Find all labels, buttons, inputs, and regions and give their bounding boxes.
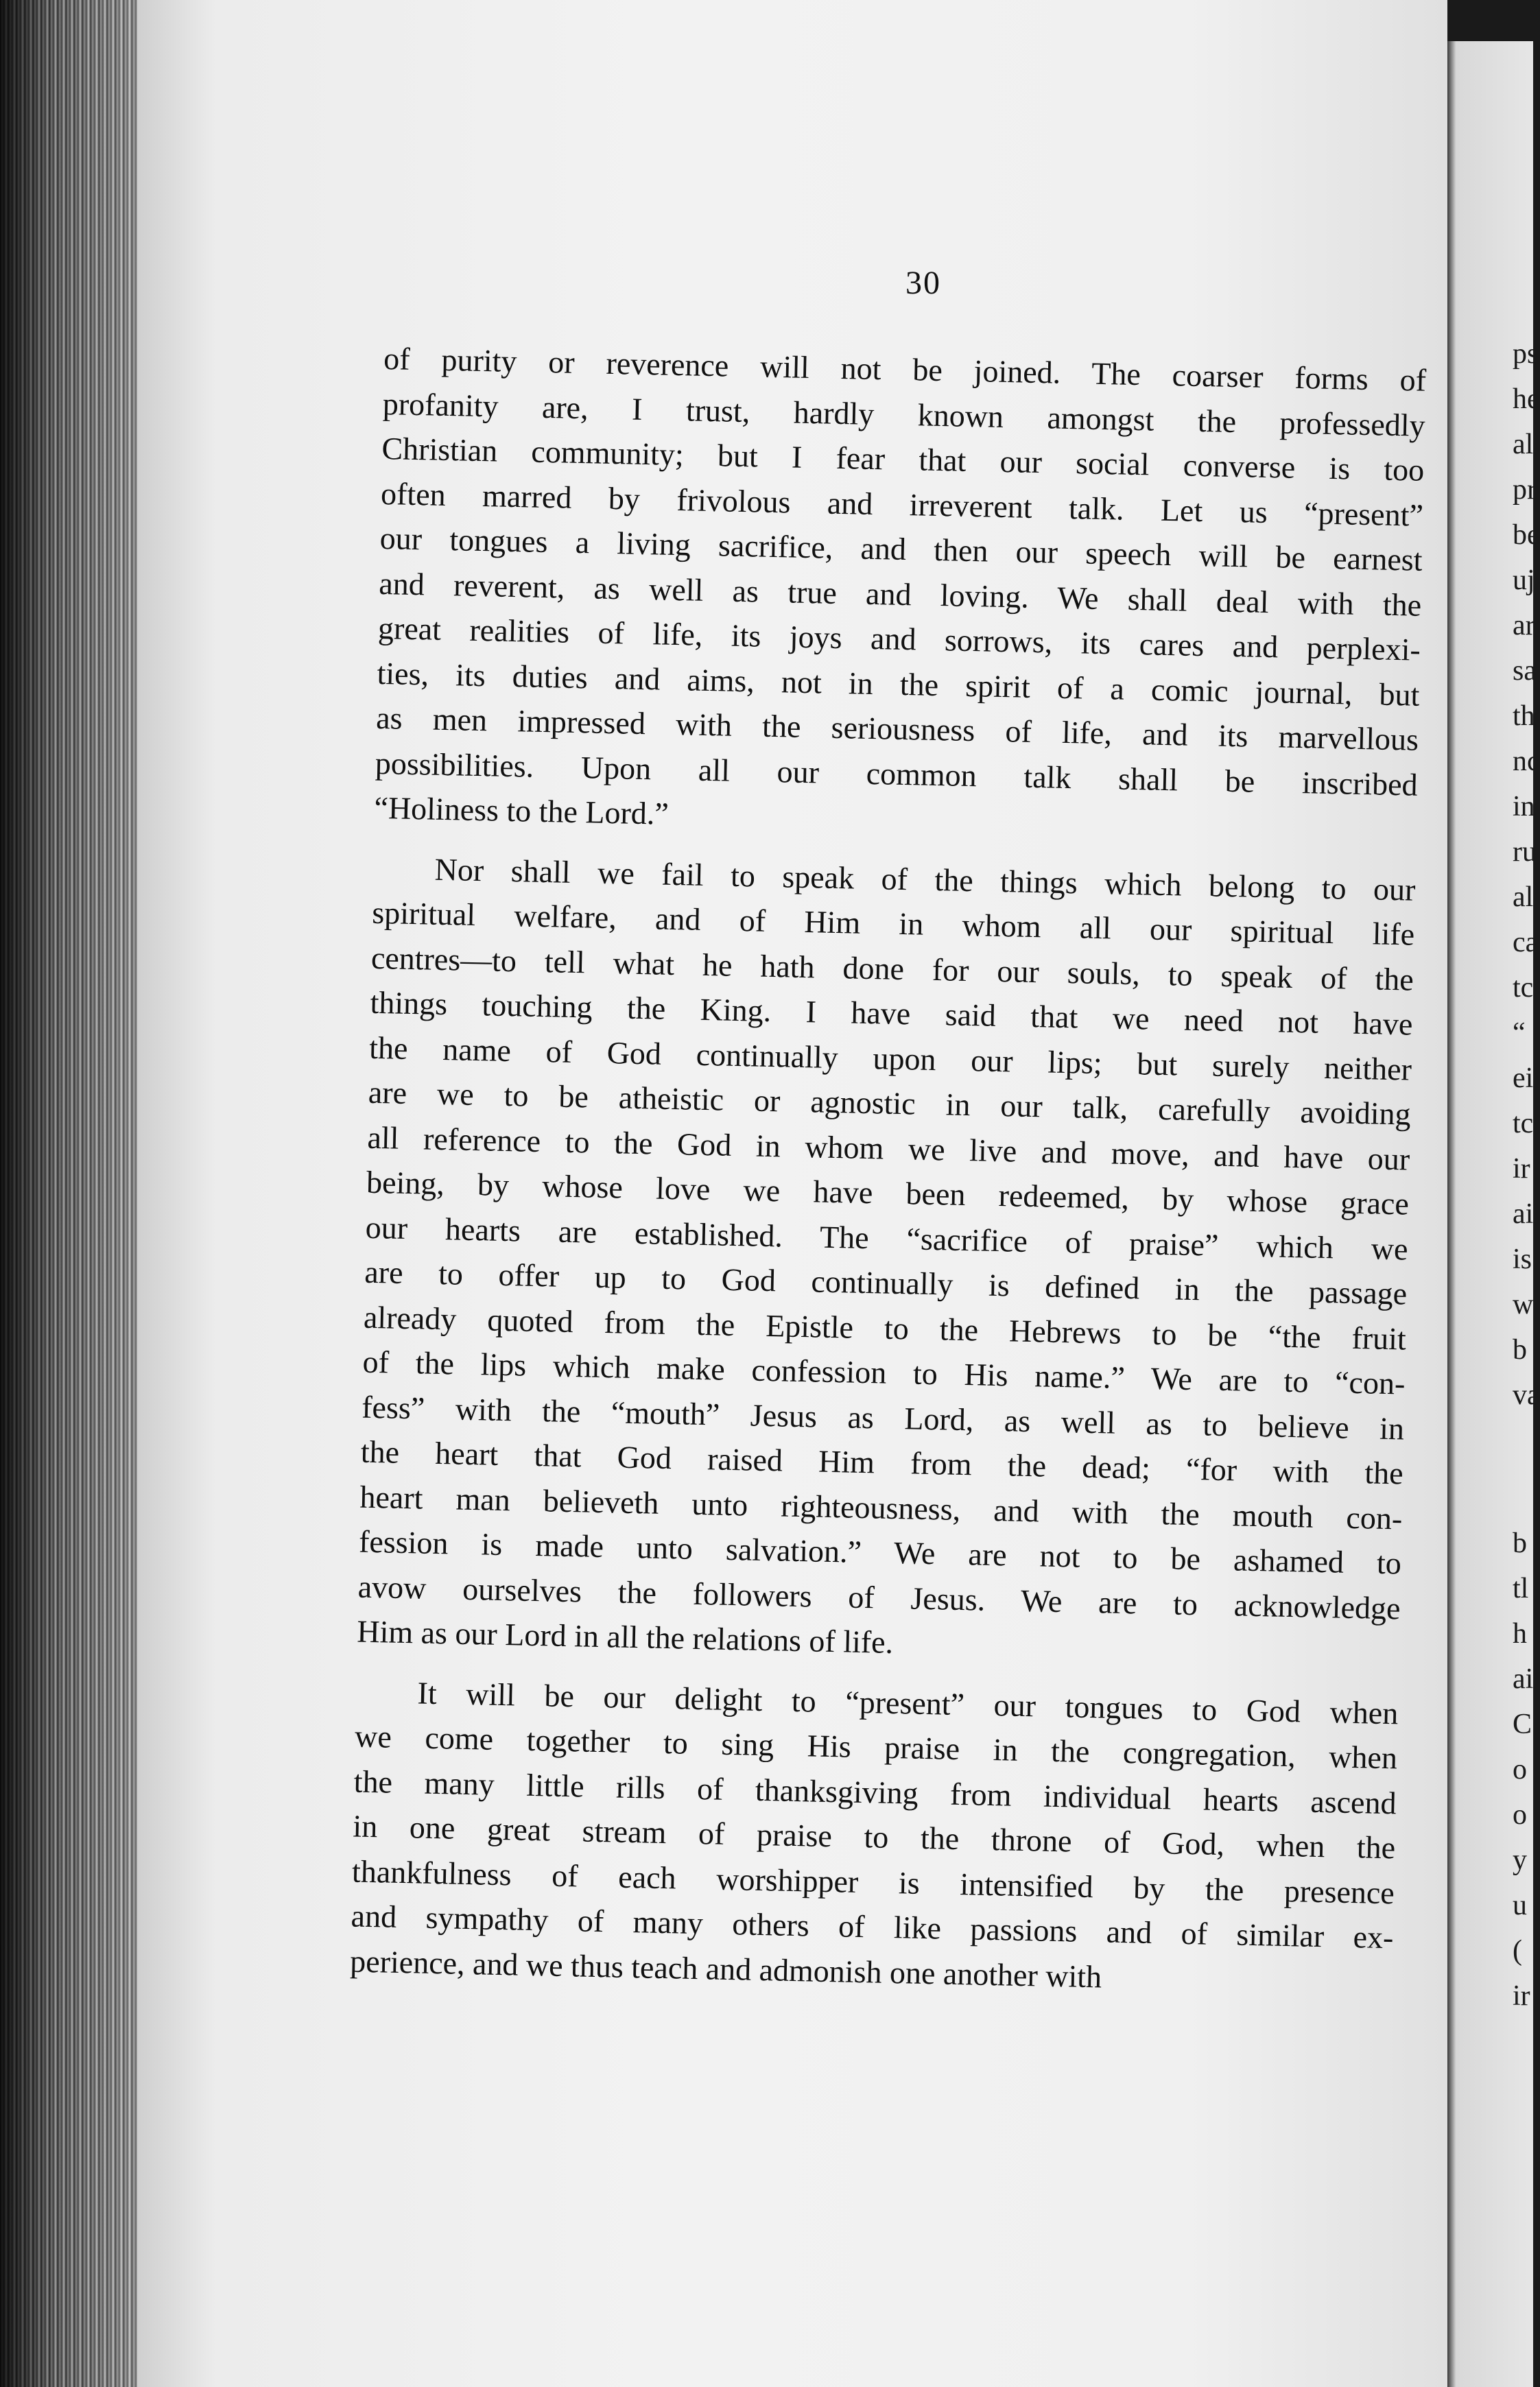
next-page-fragment: tc <box>1513 1108 1534 1139</box>
next-page-fragment: ar <box>1513 610 1535 641</box>
next-page-fragment: ai <box>1513 1198 1534 1230</box>
next-page-fragment: o <box>1513 1799 1527 1831</box>
next-page-fragment: w <box>1513 1289 1534 1320</box>
next-page-fragment: nc <box>1513 746 1540 777</box>
next-page-fragment: in <box>1513 791 1535 822</box>
text-line: and sympathy of many others of like passions and of similar ex- <box>351 1898 1394 1956</box>
text-line: the name of God continually upon our lips; but surely neither <box>368 1030 1412 1087</box>
text-line: our tongues a living sacrifice, and then our speech will be earnest <box>379 520 1423 578</box>
text-line: our hearts are established. The “sacrifice of praise” which we <box>365 1209 1408 1267</box>
text-line: centres—to tell what he hath done for our souls, to speak of the <box>370 940 1414 997</box>
next-page-fragment: ru <box>1513 836 1537 868</box>
text-line: Him as our Lord in all the relations of life. <box>356 1613 894 1660</box>
text-line: perience, and we thus teach and admonish one another with <box>349 1943 1102 1994</box>
next-page-fragment: uj <box>1513 565 1535 596</box>
next-page-fragment: is <box>1513 1244 1532 1275</box>
text-line: Nor shall we fail to speak of the things which belong to our <box>434 851 1416 907</box>
text-line: heart man believeth unto righteousness, and with the mouth con- <box>359 1479 1403 1536</box>
next-page-fragment: ir <box>1513 1153 1530 1185</box>
text-line: Christian community; but I fear that our social converse is too <box>381 430 1425 488</box>
paragraph-3 <box>350 1669 1399 2005</box>
text-line: great realities of life, its joys and sorrows, its cares and perplexi- <box>377 610 1421 667</box>
text-line: “Holiness to the Lord.” <box>374 789 670 831</box>
next-page-fragment: u <box>1513 1890 1527 1921</box>
text-line: already quoted from the Epistle to the Hebrews to be “the fruit <box>363 1299 1407 1357</box>
body-text <box>350 336 1427 2005</box>
text-line: and reverent, as well as true and loving. We shall deal with the <box>378 565 1422 623</box>
text-line: all reference to the God in whom we live and move, and have our <box>367 1119 1410 1177</box>
page-number: 30 <box>905 265 941 301</box>
next-page-fragment: tc <box>1513 972 1534 1004</box>
text-line: being, by whose love we have been redeemed, by whose grace <box>366 1164 1410 1222</box>
next-page-fragment: “ <box>1513 1017 1526 1049</box>
text-line: of purity or reverence will not be joined. The coarser forms of <box>383 340 1427 398</box>
next-page-fragment: al <box>1513 429 1534 460</box>
next-page-fragment: ca <box>1513 927 1539 958</box>
text-line: avow ourselves the followers of Jesus. We are to acknowledge <box>357 1569 1401 1626</box>
next-page-fragment: sa <box>1513 655 1537 687</box>
text-line: often marred by frivolous and irreverent talk. Let us “present” <box>380 475 1424 533</box>
text-line: spiritual welfare, and of Him in whom all our spiritual life <box>371 894 1415 952</box>
next-page-fragment: ( <box>1513 1935 1522 1967</box>
paragraph-2 <box>357 845 1416 1676</box>
next-page-fragment: o <box>1513 1754 1527 1785</box>
text-line: are we to be atheistic or agnostic in our talk, carefully avoiding <box>368 1074 1412 1132</box>
next-page-fragment: h <box>1513 1618 1527 1650</box>
next-page-fragment: b <box>1513 1334 1527 1366</box>
text-line: in one great stream of praise to the throne of God, when the <box>352 1808 1396 1866</box>
next-page-fragment: ai <box>1513 1663 1534 1695</box>
next-page-fragment: pr <box>1513 474 1537 506</box>
page-edges <box>0 0 137 2387</box>
text-line: of the lips which make confession to His name.” We are to “con- <box>362 1344 1406 1401</box>
next-page-edge <box>1447 41 1540 2387</box>
next-page-fragment: he <box>1513 383 1540 415</box>
text-line: as men impressed with the seriousness of life, and its marvellous <box>375 700 1419 757</box>
paragraph-1 <box>374 336 1427 852</box>
text-line: profanity are, I trust, hardly known amongst the professedly <box>382 385 1426 443</box>
next-page-fragment: al <box>1513 881 1534 913</box>
next-page-fragment: ps <box>1513 338 1539 370</box>
next-page-fragment: C <box>1513 1709 1532 1740</box>
text-line: thankfulness of each worshipper is intensified by the presence <box>351 1853 1395 1910</box>
next-page-fragment: th <box>1513 700 1535 732</box>
text-line: the many little rills of thanksgiving from individual hearts ascend <box>353 1763 1397 1820</box>
next-page-fragment: va <box>1513 1379 1540 1411</box>
next-page-fragment: be <box>1513 519 1540 551</box>
text-line: fession is made unto salvation.” We are not to be ashamed to <box>358 1523 1402 1581</box>
text-line: the heart that God raised Him from the dead; “for with the <box>360 1434 1404 1491</box>
text-line: fess” with the “mouth” Jesus as Lord, as well as to believe in <box>361 1389 1405 1446</box>
next-page-fragment: ei <box>1513 1062 1534 1094</box>
text-line: possibilities. Upon all our common talk shall be inscribed <box>375 745 1419 803</box>
text-line: things touching the King. I have said that we need not have <box>370 984 1413 1042</box>
next-page-fragment: ir <box>1513 1980 1530 2012</box>
text-line: are to offer up to God continually is defined in the passage <box>364 1254 1408 1311</box>
text-line: It will be our delight to “present” our tongues to God when <box>417 1674 1399 1731</box>
next-page-fragment: y <box>1513 1844 1527 1876</box>
next-page-fragment: tl <box>1513 1573 1529 1604</box>
next-page-fragment: b <box>1513 1528 1527 1559</box>
text-line: ties, its duties and aims, not in the spirit of a comic journal, but <box>377 655 1420 713</box>
text-line: we come together to sing His praise in the congregation, when <box>354 1718 1398 1776</box>
